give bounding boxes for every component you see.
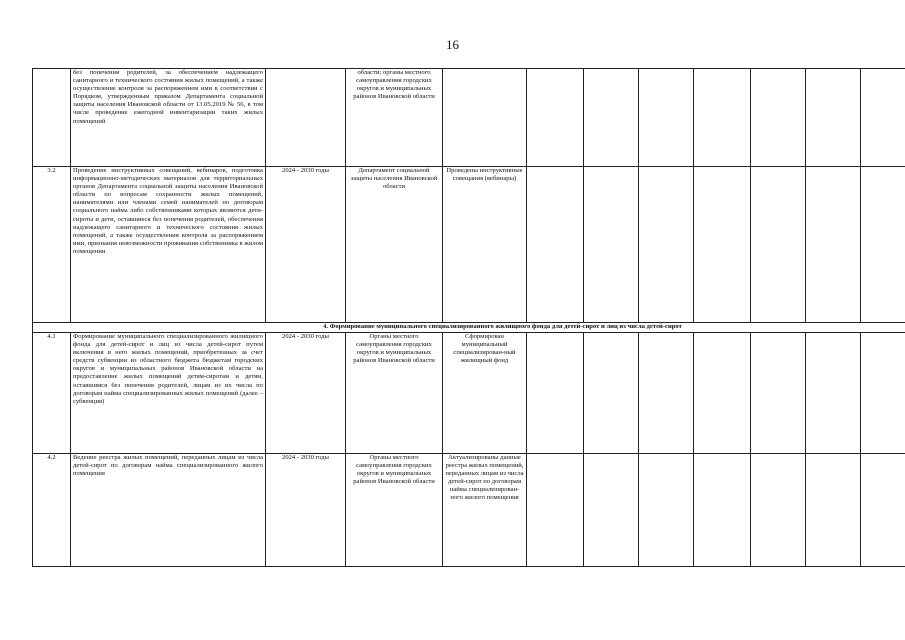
row-description: Проведение инструктивных совещаний, вебинаров, подготовка информационно-методических материалов для территориальных органов Департамента социальной защиты населения Ивановской области по вопросам сохранности жилых помещений, нанимателями или членами семей нанимателей по договорам социального найма либо собственниками которых являются дети-сироты и дети, оставшиеся без попечения родителей, обеспечения надлежащего санитарного и технического состояния жилых помещений, а также осуществления контроля за распоряжением ими, признания невозможности проживания собственника в жилом помещении [71, 167, 266, 323]
row-executor: Органы местного самоуправления городских округов и муниципальных районов Ивановской области [346, 454, 443, 567]
empty-cell [861, 333, 905, 454]
table-row [33, 333, 905, 454]
empty-cell [694, 167, 751, 323]
row-number [33, 69, 71, 167]
empty-cell [584, 167, 639, 323]
row-result: Сформирован муниципальный специализирован-ный жилищный фонд [443, 333, 527, 454]
row-executor: Органы местного самоуправления городских округов и муниципальных районов Ивановской области [346, 333, 443, 454]
row-number: 4.2 [33, 454, 71, 567]
table-row [33, 167, 905, 323]
row-description: Ведение реестра жилых помещений, переданных лицам из числа детей-сирот по договорам найма специализированного жилого помещения [71, 454, 266, 567]
empty-cell [751, 167, 806, 323]
row-description: без попечения родителей, за обеспечением надлежащего санитарного и технического состояния жилых помещений, а также осуществление контроля за распоряжением ими в соответствии с Порядком, утвержденным приказом Департамента социальной защиты населения Ивановской области от 13.05.2019 № 56, в том числе проведение ежегодной инвентаризации таких жилых помещений [71, 69, 266, 167]
empty-cell [639, 454, 694, 567]
empty-cell [584, 333, 639, 454]
empty-cell [751, 69, 806, 167]
row-result [443, 69, 527, 167]
empty-cell [861, 69, 905, 167]
empty-cell [806, 69, 861, 167]
section-heading-row [33, 323, 905, 333]
empty-cell [861, 454, 905, 567]
empty-cell [639, 333, 694, 454]
empty-cell [639, 69, 694, 167]
empty-cell [861, 167, 905, 323]
section-heading: 4. Формирование муниципального специализированного жилищного фонда для детей-сирот и лиц из числа детей-сирот [33, 323, 905, 333]
page-number: 16 [446, 37, 459, 52]
empty-cell [751, 454, 806, 567]
row-executor: области; органы местного самоуправления городских округов и муниципальных районов Ивановской области [346, 69, 443, 167]
empty-cell [751, 333, 806, 454]
empty-cell [806, 167, 861, 323]
row-term [266, 69, 346, 167]
empty-cell [527, 167, 584, 323]
empty-cell [694, 454, 751, 567]
row-number: 4.1 [33, 333, 71, 454]
row-executor: Департамент социальной защиты населения Ивановской области [346, 167, 443, 323]
row-result: Проведены инструктивные совещания (вебинары) [443, 167, 527, 323]
table-row [33, 454, 905, 567]
row-description: Формирование муниципального специализированного жилищного фонда для детей-сирот и лиц из числа детей-сирот путем включения в него жилых помещений, приобретенных за счет средств субвенции из областного бюджета бюджетам городских округов и муниципальных районов Ивановской области на предоставление жилых помещений детям-сиротам и детям, оставшимся без попечения родителей, лицам из их числа по договорам найма специализированных жилых помещений (далее – субвенция) [71, 333, 266, 454]
empty-cell [694, 69, 751, 167]
empty-cell [584, 69, 639, 167]
empty-cell [527, 69, 584, 167]
row-term: 2024 - 2030 годы [266, 333, 346, 454]
empty-cell [527, 333, 584, 454]
empty-cell [806, 454, 861, 567]
empty-cell [639, 167, 694, 323]
row-term: 2024 - 2030 годы [266, 454, 346, 567]
empty-cell [584, 454, 639, 567]
row-result: Актуализированы данные реестра жилых помещений, переданных лицам из числа детей-сирот по договорам найма специализирован-ного жилого помещения [443, 454, 527, 567]
row-term: 2024 - 2030 годы [266, 167, 346, 323]
plan-table [32, 68, 905, 567]
empty-cell [694, 333, 751, 454]
table-row [33, 69, 905, 167]
row-number: 3.2 [33, 167, 71, 323]
empty-cell [806, 333, 861, 454]
empty-cell [527, 454, 584, 567]
